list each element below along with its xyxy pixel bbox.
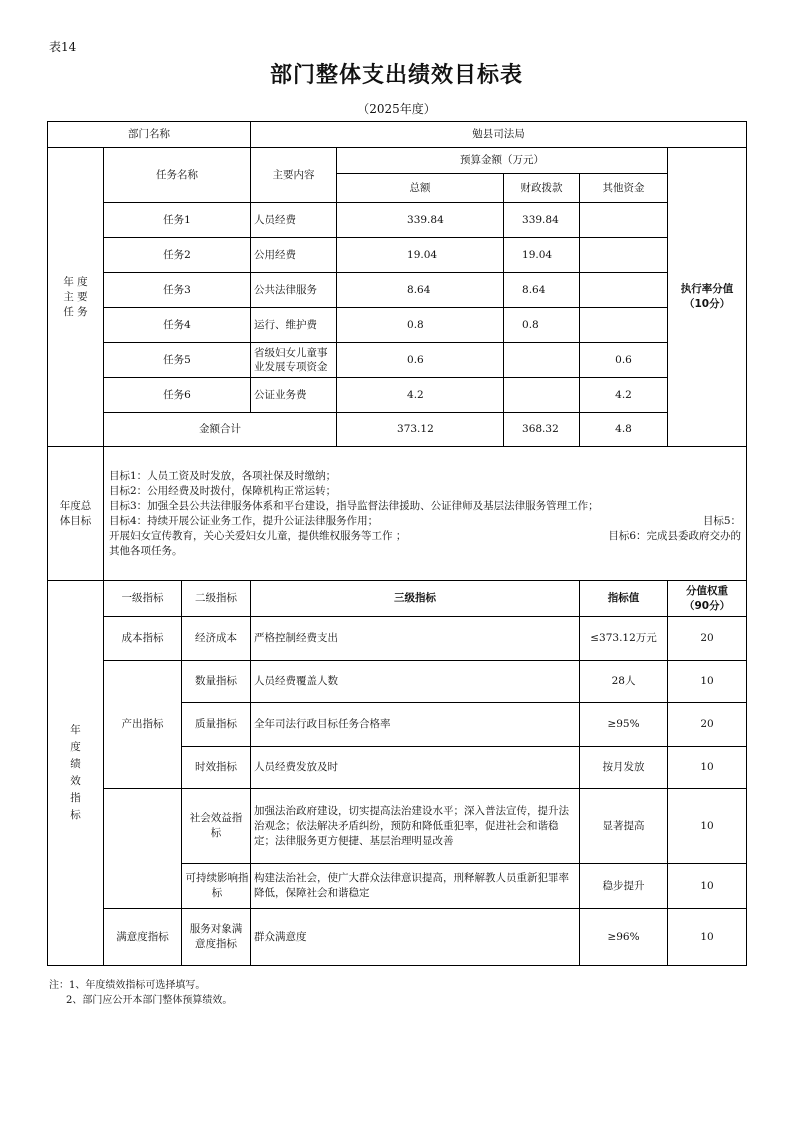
indicator-l3: 构建法治社会，使广大群众法律意识提高，刑释解教人员重新犯罪率降低，保障社会和谐稳定: [251, 864, 580, 909]
sum-fiscal: 368.32: [504, 413, 580, 447]
l1-effect: [104, 789, 182, 909]
goals-side-label: [48, 447, 104, 581]
goal-line: 目标3：加强全县公共法律服务体系和平台建设，指导监督法律援助、公证律师及基层法律服务管理工作；: [109, 499, 599, 512]
indicator-row: [48, 661, 747, 703]
task-other: 0.6: [580, 343, 668, 378]
task-other: [580, 203, 668, 238]
fiscal-header: 财政拨款: [504, 174, 580, 203]
goals-row: [48, 447, 747, 581]
task-content: 人员经费: [251, 203, 337, 238]
dept-row: [48, 122, 747, 148]
task-name: 任务1: [104, 203, 251, 238]
indicator-l3: 全年司法行政目标任务合格率: [251, 703, 580, 747]
task-total: 0.8: [337, 308, 504, 343]
task-total: 0.6: [337, 343, 504, 378]
indicator-value: 稳步提升: [580, 864, 668, 909]
indicator-l3: 加强法治政府建设，切实提高法治建设水平；深入普法宣传，提升法治观念；依法解决矛盾纠纷，预防和降低重犯率，促进社会和谐稳定；法律服务更方便捷、基层治理明显改善: [251, 789, 580, 864]
performance-table: [47, 121, 747, 966]
goal-line: 开展妇女宣传教育，关心关爱妇女儿童，提供维权服务等工作 ；: [109, 529, 407, 542]
task-content: 公共法律服务: [251, 273, 337, 308]
task-total: 339.84: [337, 203, 504, 238]
task-other: [580, 308, 668, 343]
task-row: [48, 273, 747, 308]
task-row: [48, 238, 747, 273]
l3-header: 三级指标: [251, 581, 580, 617]
dept-value: 勉县司法局: [251, 122, 747, 148]
page-subtitle: （2025年度）: [357, 102, 436, 116]
weight-header-text: 分值权重（90分）: [683, 584, 731, 612]
task-total: 8.64: [337, 273, 504, 308]
indicator-l2: [182, 864, 251, 909]
weight-header: [668, 581, 747, 617]
dept-label: 部门名称: [48, 122, 251, 148]
total-header: 总额: [337, 174, 504, 203]
indicator-l2: 质量指标: [182, 703, 251, 747]
task-fiscal: [504, 343, 580, 378]
value-header: 指标值: [580, 581, 668, 617]
task-name: 任务2: [104, 238, 251, 273]
l1-output: 产出指标: [104, 661, 182, 789]
other-header: 其他资金: [580, 174, 668, 203]
sum-total: 373.12: [337, 413, 504, 447]
footnote: 2、部门应公开本部门整体预算绩效。: [66, 995, 233, 1006]
indicator-row: [48, 789, 747, 864]
task-fiscal: 0.8: [504, 308, 580, 343]
indicator-value: 按月发放: [580, 747, 668, 789]
indicator-l2-text: 服务对象满意度指标: [189, 923, 243, 950]
sum-row: [48, 413, 747, 447]
task-fiscal: [504, 378, 580, 413]
rate-score-header: [668, 148, 747, 447]
task-row: [48, 203, 747, 238]
task-content-header: 主要内容: [251, 148, 337, 203]
indicator-weight: 20: [668, 703, 747, 747]
task-name: 任务6: [104, 378, 251, 413]
indicator-row: [48, 909, 747, 966]
indicator-weight: 10: [668, 661, 747, 703]
page-title: 部门整体支出绩效目标表: [269, 63, 523, 88]
tasks-side-label-text: 年 度 主 要 任 务: [63, 275, 88, 318]
tasks-side-label: [48, 148, 104, 447]
task-other: 4.2: [580, 378, 668, 413]
task-fiscal: 19.04: [504, 238, 580, 273]
task-name: 任务4: [104, 308, 251, 343]
goal-line: 目标1：人员工资及时发放，各项社保及时缴纳；: [109, 469, 337, 482]
rate-score-text: 执行率分值（10分）: [680, 283, 734, 310]
indicator-weight: 10: [668, 789, 747, 864]
indicator-l2-text: 社会效益指标: [189, 812, 243, 839]
task-name: 任务3: [104, 273, 251, 308]
task-name: 任务5: [104, 343, 251, 378]
indicator-value: ≤373.12万元: [580, 617, 668, 661]
indicator-row: [48, 617, 747, 661]
indicator-l2: 数量指标: [182, 661, 251, 703]
l1-satisfaction: 满意度指标: [104, 909, 182, 966]
task-row: [48, 378, 747, 413]
table-number: 表14: [49, 40, 77, 54]
indicator-l2: 经济成本: [182, 617, 251, 661]
goal-line: 目标6：完成县委政府交办的: [608, 529, 742, 542]
goal-line-5: [109, 529, 741, 544]
indicator-weight: 10: [668, 864, 747, 909]
goals-side-label-text: 年度总体目标: [59, 499, 92, 527]
goal-line: 目标4：持续开展公证业务工作，提升公证法律服务作用；: [109, 514, 379, 527]
task-fiscal: 8.64: [504, 273, 580, 308]
budget-header: 预算金额（万元）: [337, 148, 668, 174]
indicator-l3: 人员经费覆盖人数: [251, 661, 580, 703]
task-content: 公证业务费: [251, 378, 337, 413]
indicator-value: ≥95%: [580, 703, 668, 747]
goal-line: 目标2：公用经费及时拨付，保障机构正常运转；: [109, 484, 337, 497]
task-other: [580, 238, 668, 273]
goals-content: [104, 447, 747, 581]
indicator-weight: 10: [668, 747, 747, 789]
task-total: 19.04: [337, 238, 504, 273]
task-content: 省级妇女儿童事业发展专项资金: [251, 343, 337, 378]
goal-line-4: [109, 514, 741, 529]
indicator-weight: 10: [668, 909, 747, 966]
indicator-l3: 群众满意度: [251, 909, 580, 966]
sum-other: 4.8: [580, 413, 668, 447]
task-content: 运行、维护费: [251, 308, 337, 343]
task-total: 4.2: [337, 378, 504, 413]
task-fiscal: 339.84: [504, 203, 580, 238]
task-row: [48, 343, 747, 378]
task-name-header: 任务名称: [104, 148, 251, 203]
indicators-side-label-text: 年度绩效指标: [70, 724, 81, 821]
indicator-l2: 时效指标: [182, 747, 251, 789]
indicators-side-label: [48, 581, 104, 966]
indicator-header-row: [48, 581, 747, 617]
footnote: 注：1、年度绩效指标可选择填写。: [49, 980, 206, 991]
indicator-value: 28人: [580, 661, 668, 703]
task-content: 公用经费: [251, 238, 337, 273]
goal-line: 其他各项任务。: [109, 544, 183, 557]
indicator-value: ≥96%: [580, 909, 668, 966]
l1-cost: 成本指标: [104, 617, 182, 661]
l1-header: 一级指标: [104, 581, 182, 617]
indicator-l2: [182, 789, 251, 864]
task-other: [580, 273, 668, 308]
indicator-l2-text: 可持续影响指标: [185, 872, 249, 899]
task-row: [48, 308, 747, 343]
indicator-l2: [182, 909, 251, 966]
footnotes: [49, 978, 232, 1008]
sum-label: 金额合计: [104, 413, 337, 447]
indicator-l3: 人员经费发放及时: [251, 747, 580, 789]
goal-line: 目标5：: [702, 514, 742, 527]
indicator-weight: 20: [668, 617, 747, 661]
task-header-row-1: [48, 148, 747, 174]
indicator-l3: 严格控制经费支出: [251, 617, 580, 661]
l2-header: 二级指标: [182, 581, 251, 617]
indicator-value: 显著提高: [580, 789, 668, 864]
